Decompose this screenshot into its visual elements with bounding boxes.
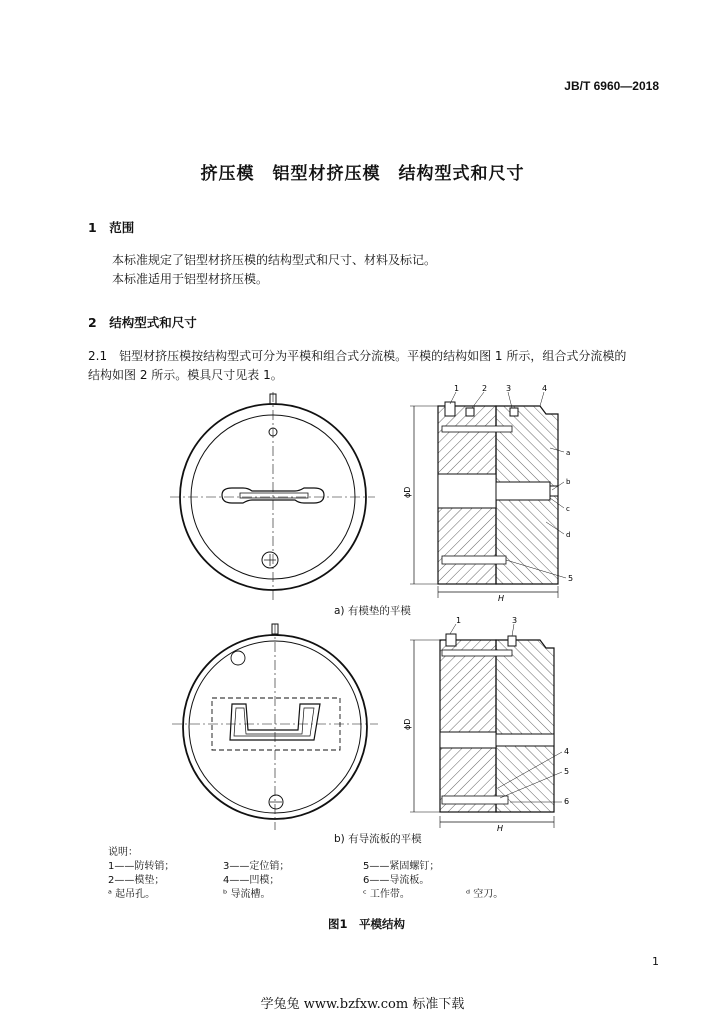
callout-b-3: 3 — [512, 616, 518, 625]
section-2-heading: 2 结构型式和尺寸 — [88, 315, 197, 330]
clause-2-1-line-2: 结构如图 2 所示。模具尺寸见表 1。 — [88, 368, 283, 382]
callout-a-5: 5 — [568, 574, 574, 583]
figure-b-front-view — [170, 622, 380, 837]
callout-b-6: 6 — [564, 797, 570, 806]
legend-item: 4——凹模； — [223, 875, 280, 886]
callout-a-3: 3 — [506, 384, 512, 393]
legend-note: ᵃ 起吊孔。 — [108, 889, 156, 900]
callout-a-1: 1 — [454, 384, 460, 393]
callout-a-2: 2 — [482, 384, 488, 393]
section-1-paragraph-2: 本标准适用于铝型材挤压模。 — [112, 272, 269, 286]
legend-item: 2——模垫； — [108, 875, 165, 886]
figure-b-caption: b) 有导流板的平模 — [334, 833, 422, 845]
callout-a-4: 4 — [542, 384, 548, 393]
figure-a-section-view — [400, 382, 585, 604]
callout-a-letter-c: c — [566, 505, 570, 513]
legend-note: ᵈ 空刀。 — [466, 889, 504, 900]
figure-a-caption: a) 有模垫的平模 — [334, 605, 411, 617]
footer-watermark: 学兔兔 www.bzfxw.com 标准下载 — [260, 997, 465, 1012]
legend-note: ᶜ 工作带。 — [363, 889, 410, 900]
dim-diameter-b: ϕD — [403, 718, 412, 730]
section-1-heading: 1 范围 — [88, 220, 135, 235]
callout-a-letter-d: d — [566, 531, 571, 539]
legend-title: 说明： — [108, 847, 138, 858]
document-title: 挤压模 铝型材挤压模 结构型式和尺寸 — [200, 164, 525, 184]
legend-item: 5——紧固螺钉； — [363, 861, 440, 872]
dim-height-a: H — [498, 594, 505, 603]
callout-b-5: 5 — [564, 767, 570, 776]
legend-item: 6——导流板。 — [363, 875, 430, 886]
legend-note: ᵇ 导流槽。 — [223, 889, 271, 900]
standard-number: JB/T 6960—2018 — [564, 79, 659, 93]
dim-diameter-a: ϕD — [403, 486, 412, 498]
legend-item: 1——防转销； — [108, 861, 175, 872]
callout-a-letter-a: a — [566, 449, 571, 457]
figure-b-section-view — [400, 612, 585, 834]
page-number: 1 — [652, 955, 659, 968]
callout-b-4: 4 — [564, 747, 570, 756]
callout-a-letter-b: b — [566, 478, 571, 486]
dim-height-b: H — [497, 824, 504, 833]
figure-title: 图1 平模结构 — [328, 917, 406, 931]
callout-b-1: 1 — [456, 616, 462, 625]
figure-a-front-view — [170, 390, 375, 610]
clause-2-1-line-1: 2.1 铝型材挤压模按结构型式可分为平模和组合式分流模。平模的结构如图 1 所示，组合式分流模的 — [88, 349, 627, 363]
section-1-paragraph-1: 本标准规定了铝型材挤压模的结构型式和尺寸、材料及标记。 — [112, 253, 437, 267]
legend-item: 3——定位销； — [223, 861, 290, 872]
